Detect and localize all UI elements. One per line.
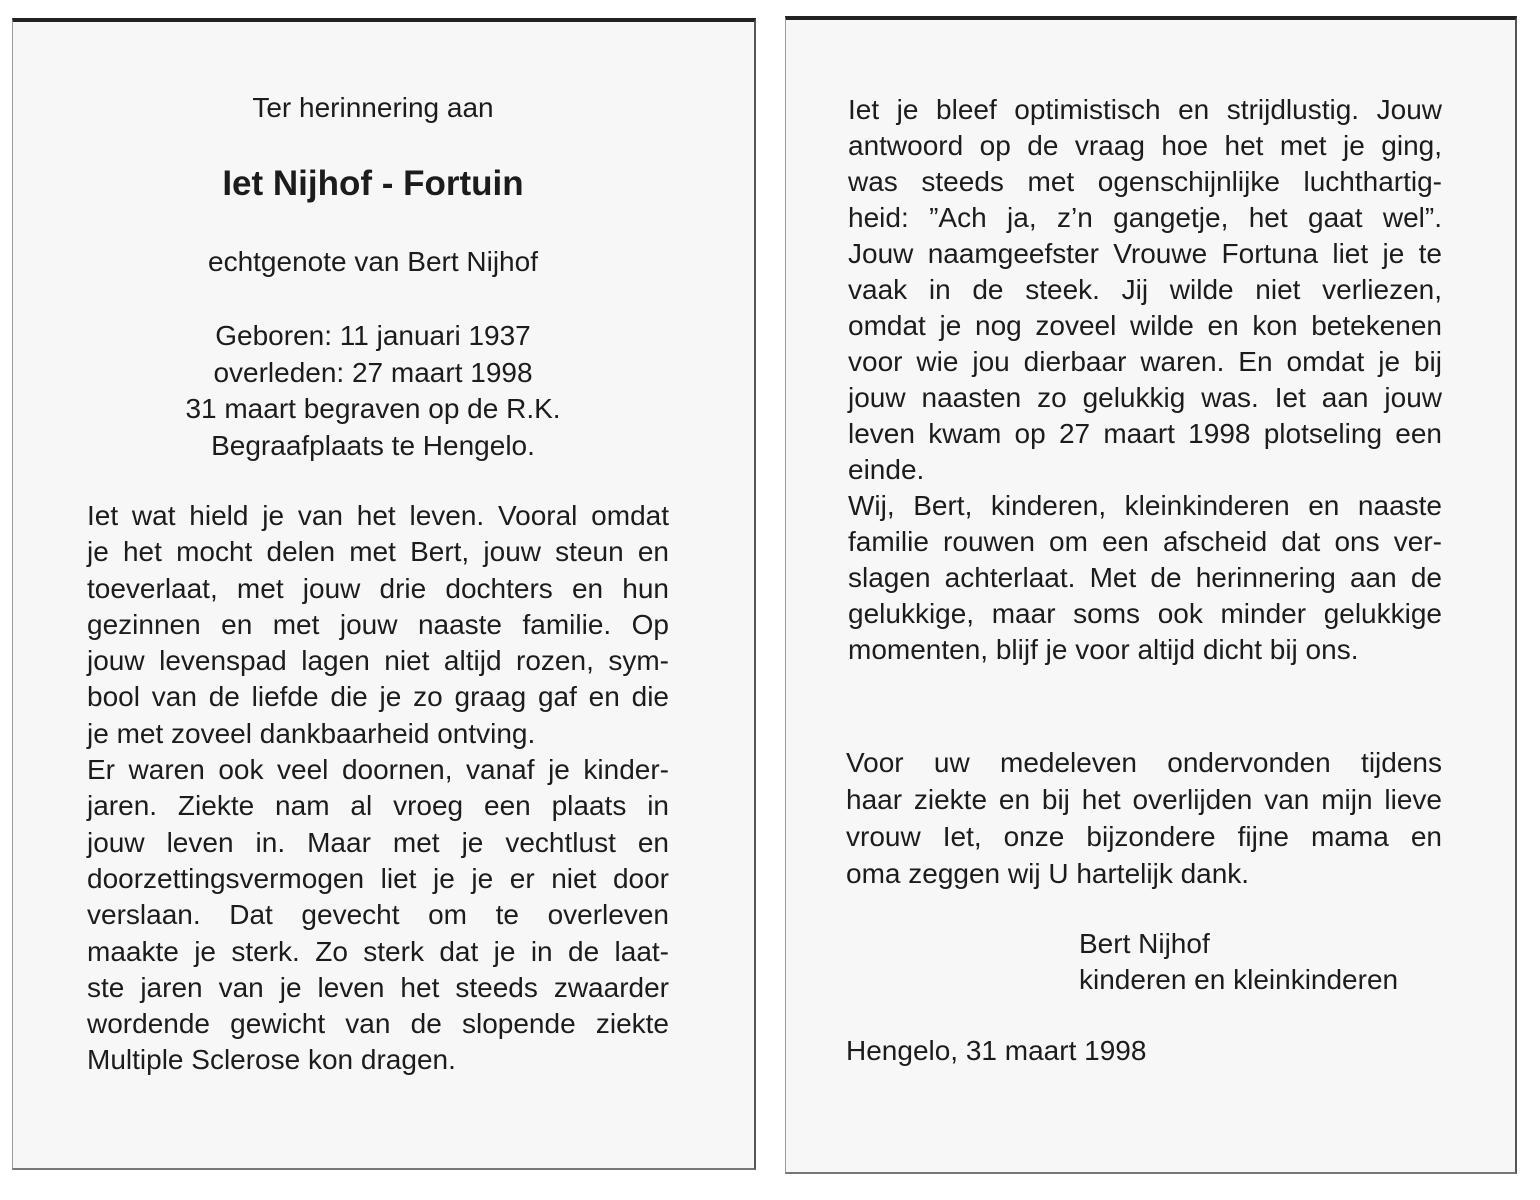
text-line: voor wie jou dierbaar waren. En omdat je bij bbox=[848, 346, 1442, 377]
text-line: toeverlaat, met jouw drie dochters en hun bbox=[87, 572, 669, 604]
right-page bbox=[785, 16, 1517, 1174]
text-line: Iet je bleef optimistisch en strijdlustig. Jouw bbox=[848, 94, 1442, 125]
left-page bbox=[12, 18, 756, 1170]
cemetery-line: Begraafplaats te Hengelo. bbox=[211, 429, 535, 461]
text-line: verslaan. Dat gevecht om te overleven bbox=[87, 899, 669, 931]
signature-block bbox=[1079, 926, 1398, 998]
thanks-text bbox=[846, 744, 1442, 892]
birth-line: Geboren: 11 januari 1937 bbox=[215, 320, 531, 351]
text-line: heid: ”Ach ja, z’n gangetje, het gaat wel”. bbox=[848, 202, 1442, 233]
text-line: antwoord op de vraag hoe het met je ging, bbox=[848, 130, 1442, 161]
burial-line: 31 maart begraven op de R.K. bbox=[185, 393, 561, 424]
text-line: vrouw Iet, onze bijzondere fijne mama en bbox=[846, 821, 1442, 852]
text-line: jouw leven in. Maar met je vechtlust en bbox=[87, 826, 669, 858]
text-line: Wij, Bert, kinderen, kleinkinderen en naaste bbox=[848, 490, 1442, 521]
signature-name: Bert Nijhof bbox=[1079, 928, 1210, 959]
right-body-text bbox=[848, 92, 1442, 668]
text-line: je het mocht delen met Bert, jouw steun en bbox=[87, 536, 669, 568]
text-line: jouw levenspad lagen niet altijd rozen, sym- bbox=[87, 645, 669, 677]
death-line: overleden: 27 maart 1998 bbox=[213, 356, 533, 388]
text-line: doorzettingsvermogen liet je je er niet door bbox=[87, 862, 669, 894]
text-line: leven kwam op 27 maart 1998 plotseling een bbox=[848, 418, 1442, 449]
text-line: einde. bbox=[848, 454, 925, 485]
dates-block bbox=[13, 318, 733, 464]
text-line: haar ziekte en bij het overlijden van mijn lieve bbox=[846, 784, 1442, 815]
place-date: Hengelo, 31 maart 1998 bbox=[846, 1035, 1147, 1066]
text-line: gelukkige, maar soms ook minder gelukkige bbox=[848, 598, 1442, 629]
text-line: Iet wat hield je van het leven. Vooral omdat bbox=[87, 500, 669, 531]
text-line: Er waren ook veel doornen, vanaf je kinder- bbox=[87, 754, 669, 786]
text-line: jaren. Ziekte nam al vroeg een plaats in bbox=[87, 790, 669, 822]
intro-text: Ter herinnering aan bbox=[252, 92, 494, 123]
text-line: Multiple Sclerose kon dragen. bbox=[87, 1044, 456, 1076]
text-line: bool van de liefde die je zo graag gaf en die bbox=[87, 681, 669, 713]
text-line: familie rouwen om een afscheid dat ons ver- bbox=[848, 526, 1442, 557]
text-line: slagen achterlaat. Met de herinnering aan de bbox=[848, 562, 1442, 593]
text-line: oma zeggen wij U hartelijk dank. bbox=[846, 858, 1250, 889]
text-line: Jouw naamgeefster Vrouwe Fortuna liet je te bbox=[848, 238, 1442, 269]
text-line: wordende gewicht van de slopende ziekte bbox=[87, 1008, 669, 1040]
left-body-text bbox=[87, 498, 669, 1079]
text-line: jouw naasten zo gelukkig was. Iet aan jouw bbox=[848, 382, 1442, 413]
text-line: was steeds met ogenschijnlijke luchthartig- bbox=[848, 166, 1442, 197]
text-line: vaak in de steek. Jij wilde niet verliezen, bbox=[848, 274, 1442, 305]
text-line: je met zoveel dankbaarheid ontving. bbox=[87, 717, 536, 749]
text-line: ste jaren van je leven het steeds zwaarder bbox=[87, 971, 669, 1003]
spouse-line: echtgenote van Bert Nijhof bbox=[208, 246, 538, 277]
deceased-name: Iet Nijhof - Fortuin bbox=[222, 164, 524, 203]
text-line: Voor uw medeleven ondervonden tijdens bbox=[846, 747, 1442, 778]
text-line: gezinnen en met jouw naaste familie. Op bbox=[87, 608, 669, 640]
text-line: momenten, blijf je voor altijd dicht bij ons. bbox=[848, 634, 1359, 665]
text-line: omdat je nog zoveel wilde en kon betekenen bbox=[848, 310, 1442, 341]
text-line: maakte je sterk. Zo sterk dat je in de laat- bbox=[87, 935, 669, 967]
signature-family: kinderen en kleinkinderen bbox=[1079, 964, 1399, 995]
